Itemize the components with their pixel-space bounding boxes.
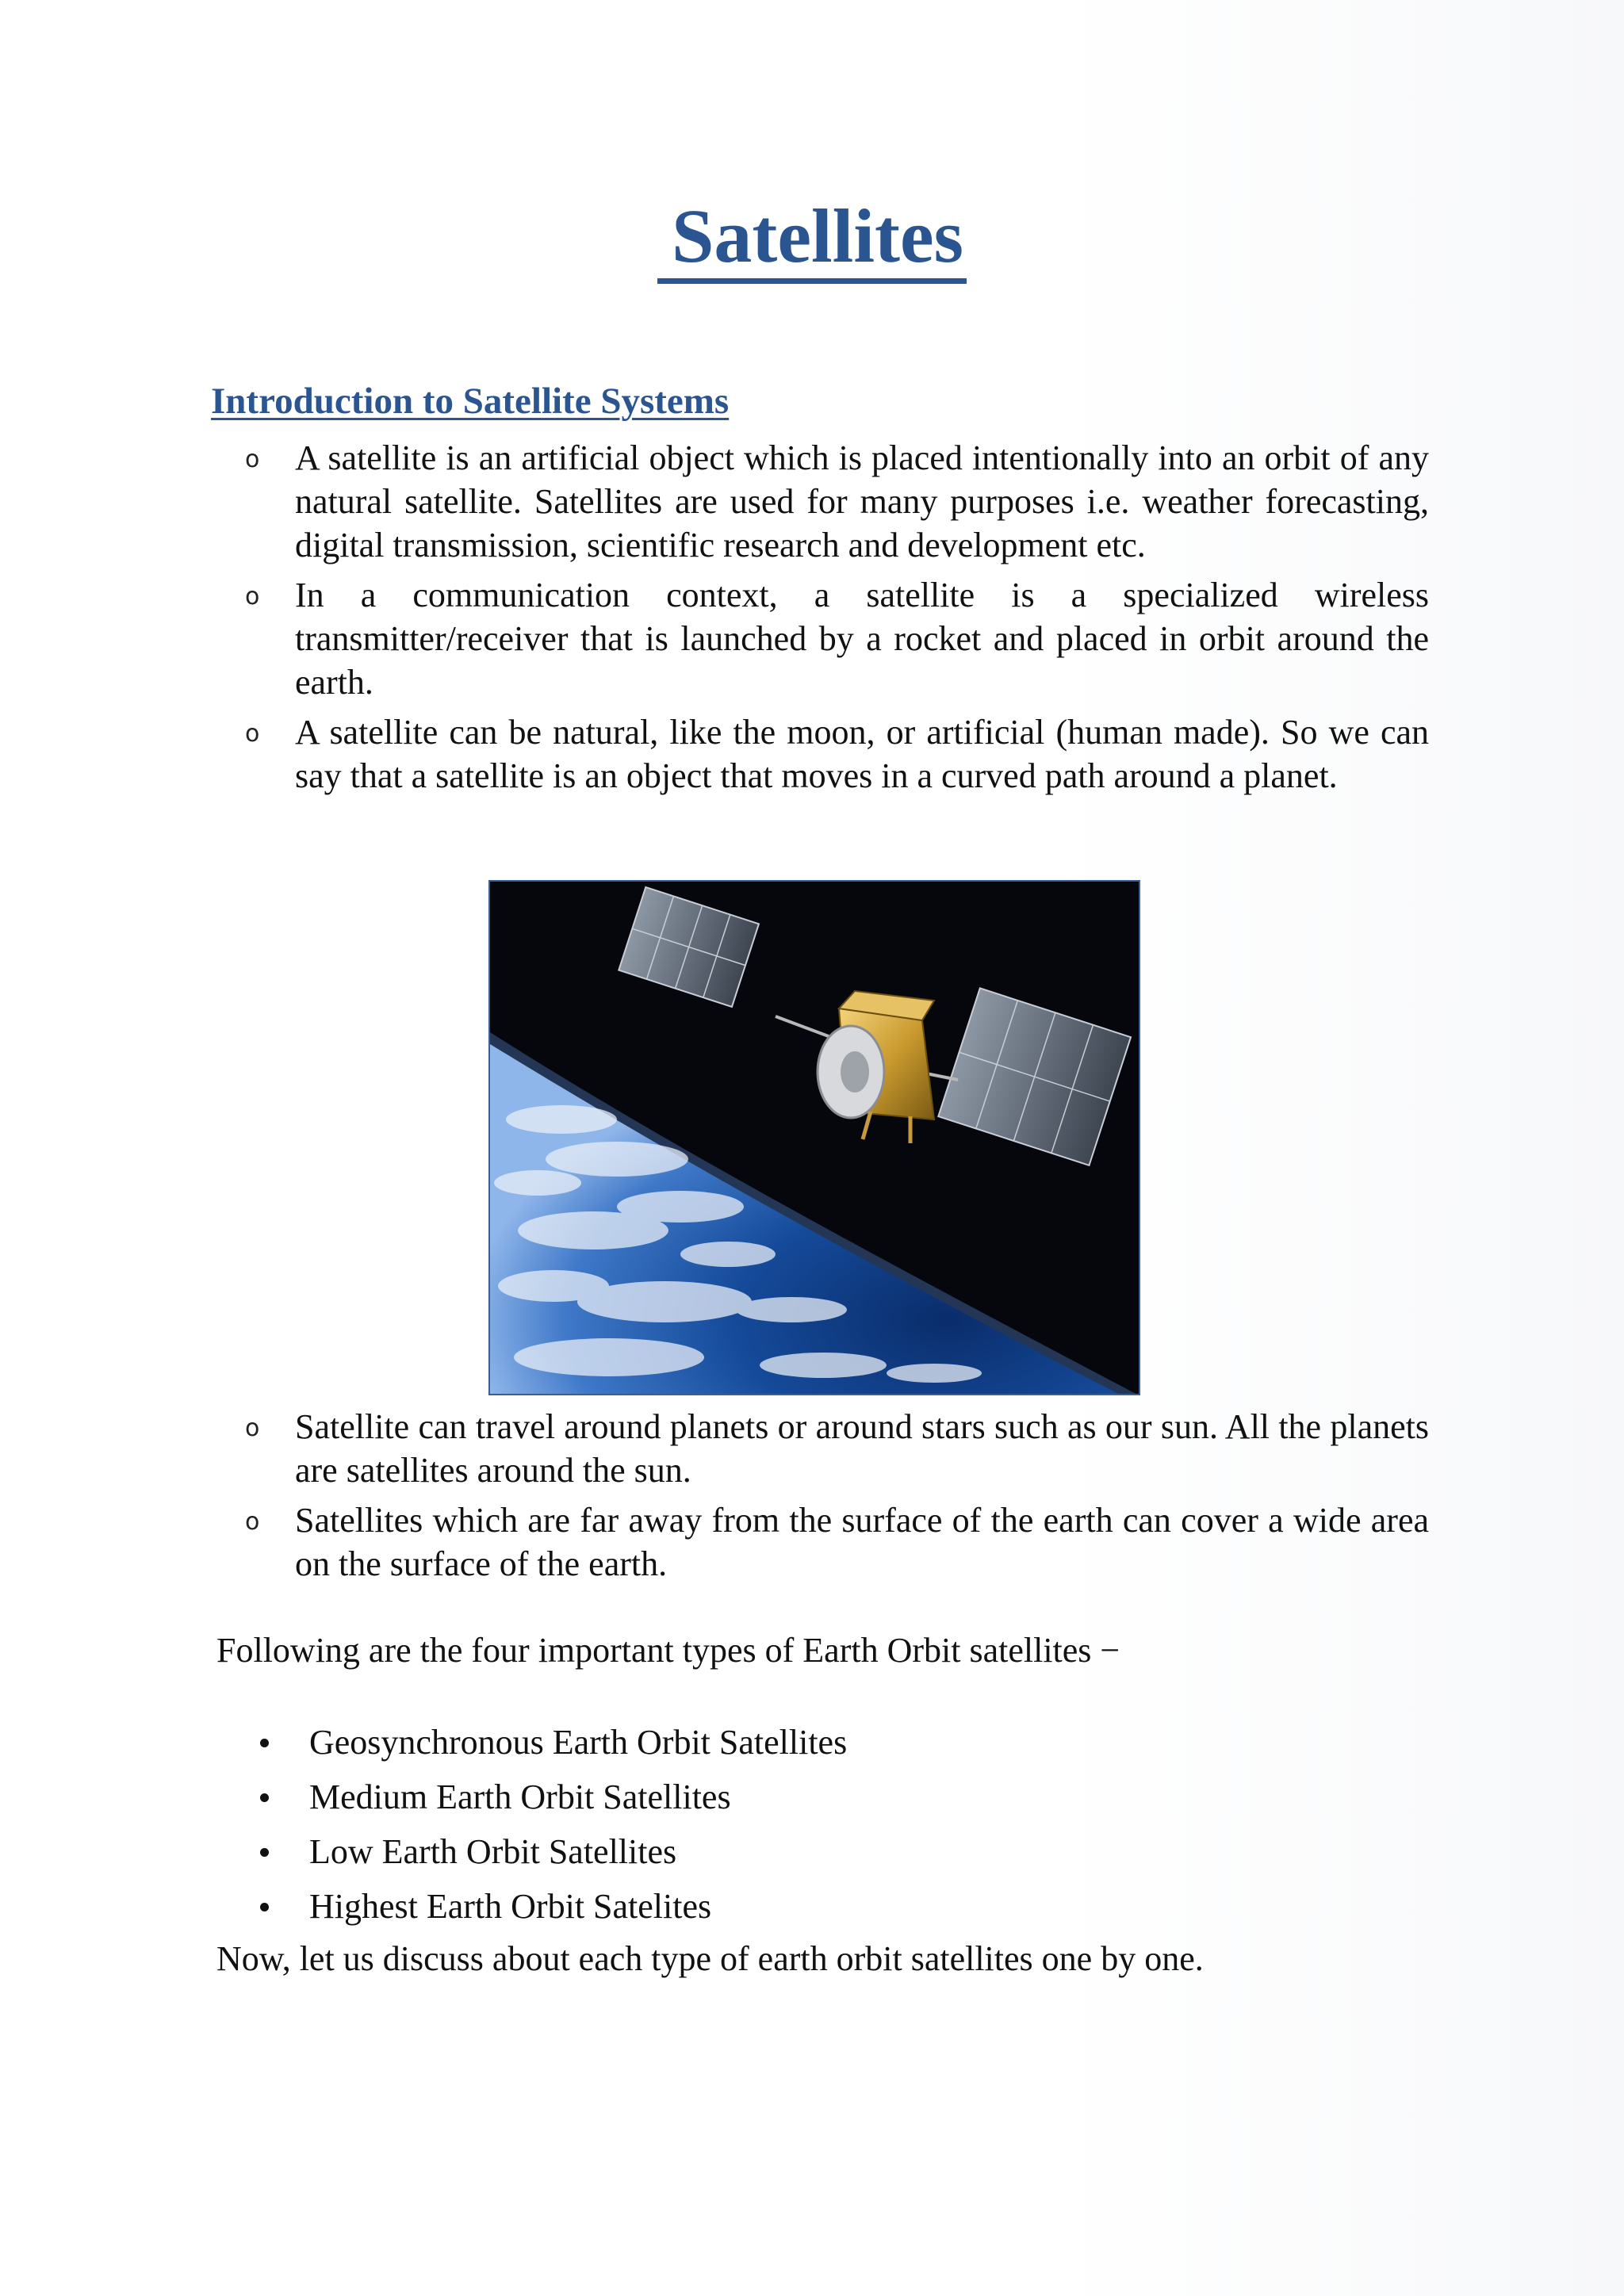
disc-bullet-icon xyxy=(260,1903,269,1911)
satellite-earth-image xyxy=(488,880,1140,1395)
list-item xyxy=(211,1498,1429,1586)
page-title xyxy=(0,194,1624,278)
disc-bullet-icon xyxy=(260,1739,269,1747)
list-item-text: Satellite can travel around planets or around stars such as our sun. All the planets are satellites around the sun. xyxy=(295,1407,1429,1490)
intro-point-list xyxy=(211,436,1429,804)
circle-bullet-icon: o xyxy=(245,1508,260,1536)
list-item xyxy=(211,1405,1429,1492)
list-item xyxy=(211,710,1429,798)
list-item-text: Low Earth Orbit Satellites xyxy=(309,1832,677,1871)
circle-bullet-icon: o xyxy=(245,446,260,473)
closing-paragraph: Now, let us discuss about each type of earth orbit satellites one by one. xyxy=(216,1939,1204,1978)
disc-bullet-icon xyxy=(260,1848,269,1857)
satellite-earth-illustration xyxy=(490,882,1140,1395)
list-item-text: In a communication context, a satellite is a specialized wireless transmitter/receiver that is launched by a rocket and placed in orbit around the earth. xyxy=(295,576,1429,702)
orbit-types-intro: Following are the four important types of Earth Orbit satellites − xyxy=(216,1631,1120,1670)
list-item-text: A satellite can be natural, like the moon, or artificial (human made). So we can say that a satellite is an object that moves in a curved path around a planet. xyxy=(295,713,1429,795)
list-item xyxy=(211,1824,847,1879)
circle-bullet-icon: o xyxy=(245,583,260,610)
list-item-text: Highest Earth Orbit Satelites xyxy=(309,1887,712,1926)
list-item xyxy=(211,1879,847,1934)
list-item-text: Medium Earth Orbit Satellites xyxy=(309,1777,731,1816)
list-item xyxy=(211,1770,847,1824)
circle-bullet-icon: o xyxy=(245,1414,260,1442)
more-point-list xyxy=(211,1405,1429,1592)
list-item-text: Satellites which are far away from the surface of the earth can cover a wide area on the surface of the earth. xyxy=(295,1501,1429,1583)
list-item xyxy=(211,1715,847,1770)
list-item-text: Geosynchronous Earth Orbit Satellites xyxy=(309,1723,848,1762)
orbit-type-list xyxy=(211,1715,847,1934)
list-item-text: A satellite is an artificial object which is placed intentionally into an orbit of any natural satellite. Satellites are used for many purposes i.e. weather forecasting, digital transmission, scientific research and development etc. xyxy=(295,438,1429,564)
page-title-text: Satellites xyxy=(657,193,967,284)
list-item xyxy=(211,436,1429,567)
disc-bullet-icon xyxy=(260,1793,269,1802)
circle-bullet-icon: o xyxy=(245,720,260,748)
section-heading: Introduction to Satellite Systems xyxy=(211,381,730,422)
list-item xyxy=(211,573,1429,704)
